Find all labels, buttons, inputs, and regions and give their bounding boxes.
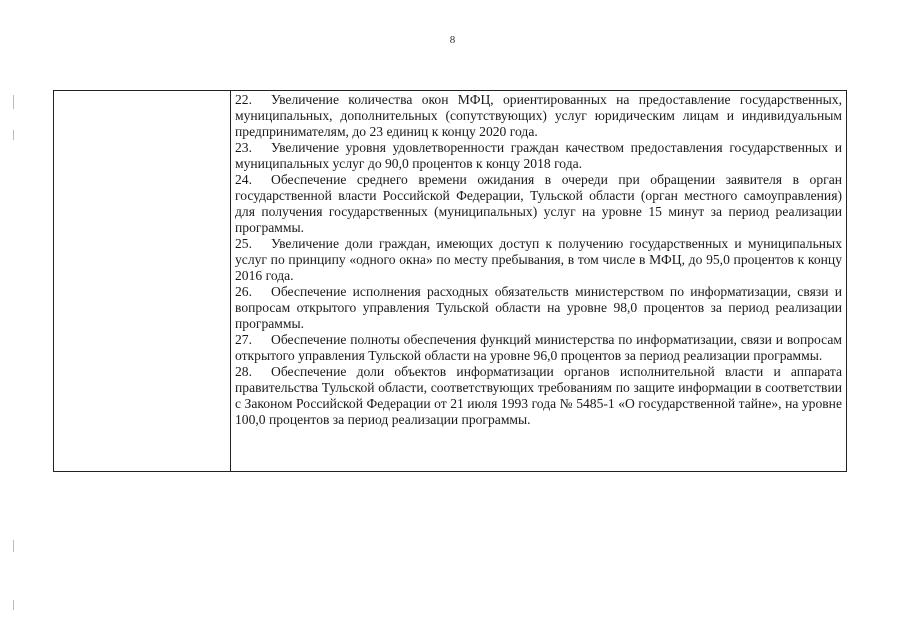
list-item xyxy=(235,364,842,428)
item-text: Увеличение количества окон МФЦ, ориентированных на предоставление государственных, муниципальных, дополнительных (сопутствующих) услуг юридическим лицам и индивидуальным предпринимателям, до 23 единиц к концу 2020 года. xyxy=(235,92,842,139)
item-number: 22. xyxy=(235,92,252,107)
scan-mark xyxy=(13,600,14,610)
item-text: Увеличение уровня удовлетворенности граждан качеством предоставления государственных и муниципальных услуг до 90,0 процентов к концу 2018 года. xyxy=(235,140,842,171)
page-number: 8 xyxy=(449,34,456,46)
list-item xyxy=(235,140,842,172)
list-item xyxy=(235,332,842,364)
goals-table xyxy=(53,90,847,472)
scan-mark xyxy=(13,130,14,140)
scan-mark xyxy=(13,540,14,552)
item-text: Обеспечение среднего времени ожидания в очереди при обращении заявителя в орган государственной власти Российской Федерации, Тульской области (орган местного самоуправления) для получения государственных (муниципальных) услуг на уровне 15 минут за период реализации программы. xyxy=(235,172,842,235)
item-text: Обеспечение полноты обеспечения функций министерства по информатизации, связи и вопросам открытого управления Тульской области на уровне 96,0 процентов за период реализации программы. xyxy=(235,332,842,363)
item-text: Увеличение доли граждан, имеющих доступ к получению государственных и муниципальных услуг по принципу «одного окна» по месту пребывания, в том числе в МФЦ, до 95,0 процентов к концу 2016 года. xyxy=(235,236,842,283)
scan-mark xyxy=(13,95,14,109)
item-number: 27. xyxy=(235,332,252,347)
table-right-column xyxy=(231,91,846,471)
item-text: Обеспечение исполнения расходных обязательств министерством по информатизации, связи и вопросам открытого управления Тульской области на уровне 98,0 процентов за период реализации программы. xyxy=(235,284,842,331)
table-left-column xyxy=(54,91,231,471)
item-text: Обеспечение доли объектов информатизации органов исполнительной власти и аппарата правительства Тульской области, соответствующих требованиям по защите информации в соответствии с Законом Российской Федерации от 21 июля 1993 года № 5485-1 «О государственной тайне», на уровне 100,0 процентов за период реализации программы. xyxy=(235,364,842,427)
item-number: 25. xyxy=(235,236,252,251)
list-item xyxy=(235,92,842,140)
item-number: 23. xyxy=(235,140,252,155)
item-number: 26. xyxy=(235,284,252,299)
item-number: 24. xyxy=(235,172,252,187)
list-item xyxy=(235,236,842,284)
list-item xyxy=(235,172,842,236)
item-number: 28. xyxy=(235,364,252,379)
list-item xyxy=(235,284,842,332)
